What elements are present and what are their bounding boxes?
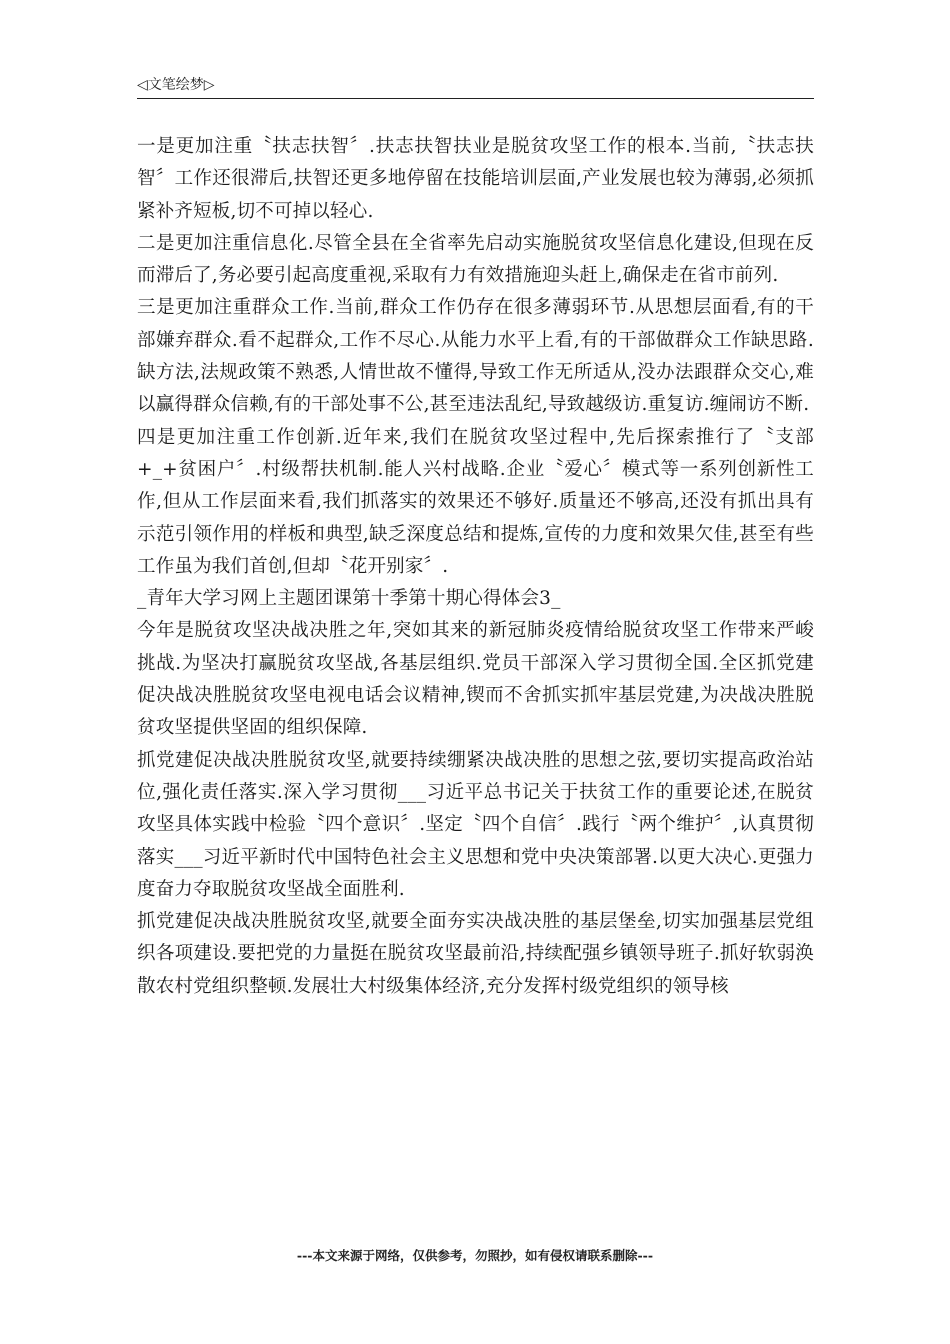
brand-logo: ◁文笔绘梦▷ [137, 77, 215, 93]
paragraph-5: 今年是脱贫攻坚决战决胜之年,突如其来的新冠肺炎疫情给脱贫攻坚工作带来严峻挑战.为坚决打赢脱贫攻坚战,各基层组织.党员干部深入学习贯彻全国.全区抓党建促决战决胜脱贫攻坚电视电话会议精神,锲而不舍抓实抓牢基层党建,为决战决胜脱贫攻坚提供坚固的组织保障. [137, 620, 814, 739]
paragraph-1: 一是更加注重〝扶志扶智〞.扶志扶智扶业是脱贫攻坚工作的根本.当前,〝扶志扶智〞工作还很滞后,扶智还更多地停留在技能培训层面,产业发展也较为薄弱,必须抓紧补齐短板,切不可掉以轻心. [137, 136, 814, 222]
footer-disclaimer: ---本文来源于网络，仅供参考，勿照抄，如有侵权请联系删除--- [296, 1248, 654, 1263]
paragraph-3: 三是更加注重群众工作.当前,群众工作仍存在很多薄弱环节.从思想层面看,有的干部嫌弃群众.看不起群众,工作不尽心.从能力水平上看,有的干部做群众工作缺思路.缺方法,法规政策不熟悉,人情世故不懂得,导致工作无所适从,没办法跟群众交心,难以赢得群众信赖,有的干部处事不公,甚至违法乱纪,导致越级访.重复访.缠闹访不断. [137, 297, 814, 416]
section-title: _青年大学习网上主题团课第十季第十期心得体会3_ [137, 588, 561, 610]
paragraph-4: 四是更加注重工作创新.近年来,我们在脱贫攻坚过程中,先后探索推行了〝支部+_+贫困户〞.村级帮扶机制.能人兴村战略.企业〝爱心〞模式等一系列创新性工作,但从工作层面来看,我们抓落实的效果还不够好.质量还不够高,还没有抓出具有示范引领作用的样板和典型,缺乏深度总结和提炼,宣传的力度和效果欠佳,甚至有些工作虽为我们首创,但却〝花开别家〞. [137, 426, 814, 577]
paragraph-7: 抓党建促决战决胜脱贫攻坚,就要全面夯实决战决胜的基层堡垒,切实加强基层党组织各项建设.要把党的力量挺在脱贫攻坚最前沿,持续配强乡镇领导班子.抓好软弱涣散农村党组织整顿.发展壮大村级集体经济,充分发挥村级党组织的领导核 [137, 911, 814, 997]
paragraph-6: 抓党建促决战决胜脱贫攻坚,就要持续绷紧决战决胜的思想之弦,要切实提高政治站位,强化责任落实.深入学习贯彻___习近平总书记关于扶贫工作的重要论述,在脱贫攻坚具体实践中检验〝四个意识〞.坚定〝四个自信〞.践行〝两个维护〞,认真贯彻落实___习近平新时代中国特色社会主义思想和党中央决策部署.以更大决心.更强力度奋力夺取脱贫攻坚战全面胜利. [137, 749, 814, 900]
paragraph-2: 二是更加注重信息化.尽管全县在全省率先启动实施脱贫攻坚信息化建设,但现在反而滞后了,务必要引起高度重视,采取有力有效措施迎头赶上,确保走在省市前列. [137, 232, 814, 287]
page-header [137, 72, 814, 99]
document-body [137, 131, 814, 1003]
